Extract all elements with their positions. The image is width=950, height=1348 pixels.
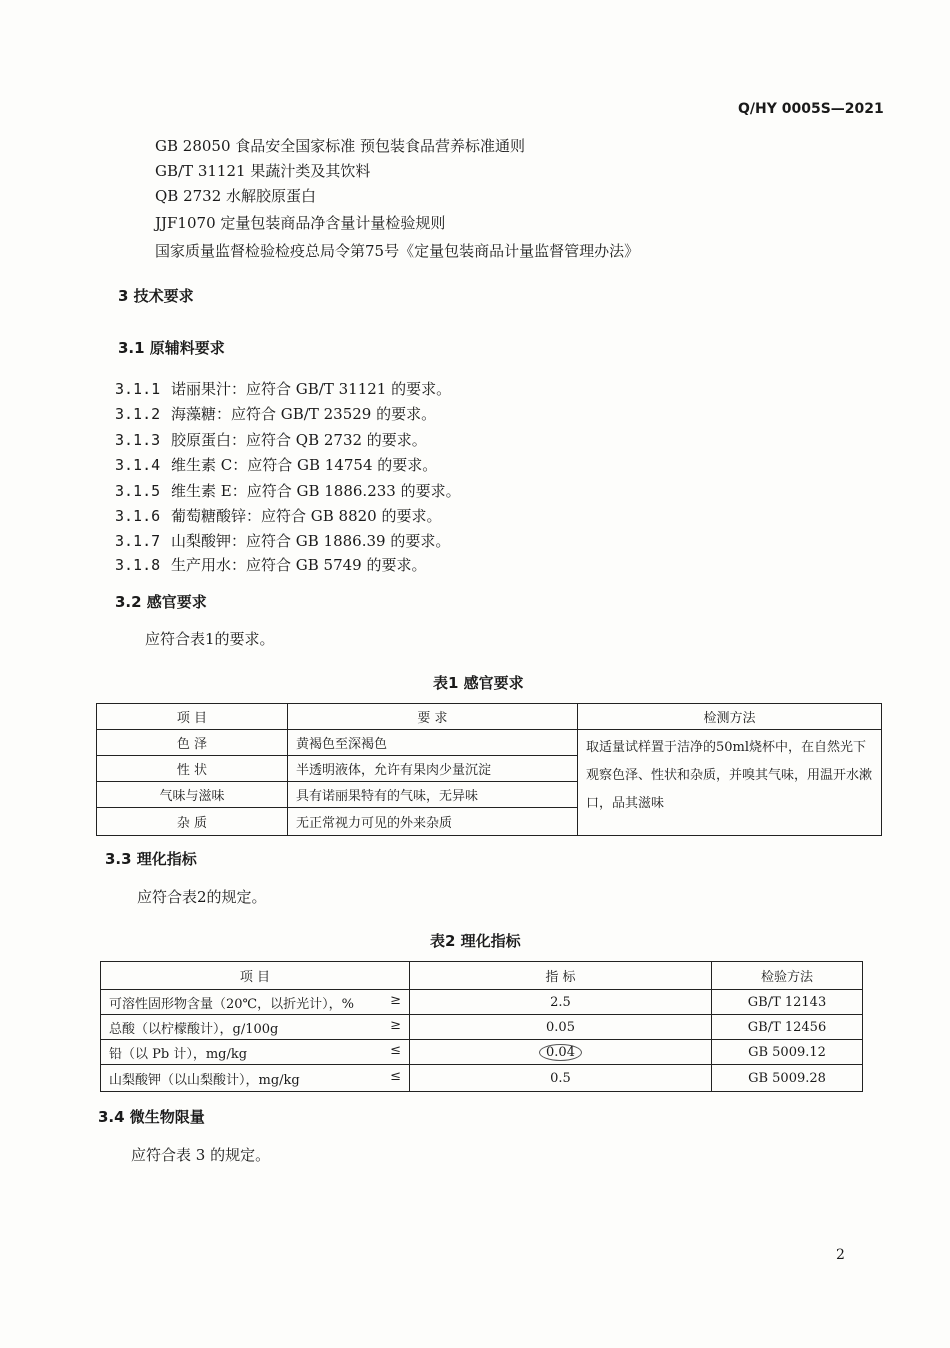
- table2-method: GB/T 12456: [712, 1015, 863, 1040]
- document-code: Q/HY 0005S—2021: [738, 101, 884, 117]
- clause-item: 3.1.8 生产用水：应符合 GB 5749 的要求。: [115, 556, 427, 574]
- clause-item: 3.1.1 诺丽果汁：应符合 GB/T 31121 的要求。: [115, 380, 452, 398]
- table1-item: 色 泽: [97, 730, 288, 756]
- table1-requirement: 具有诺丽果特有的气味，无异味: [288, 782, 578, 808]
- comparison-symbol: ≥: [390, 1017, 401, 1033]
- reference-line: GB 28050 食品安全国家标准 预包装食品营养标准通则: [155, 137, 526, 155]
- clause-item: 3.1.6 葡萄糖酸锌：应符合 GB 8820 的要求。: [115, 507, 442, 525]
- table2-item: 山梨酸钾（以山梨酸计），mg/kg ≤: [101, 1065, 410, 1092]
- table2-item: 可溶性固形物含量（20℃，以折光计），% ≥: [101, 990, 410, 1015]
- reference-line: GB/T 31121 果蔬汁类及其饮料: [155, 162, 371, 180]
- section-heading-3-1: 3.1 原辅料要求: [118, 339, 225, 357]
- section-heading-3-2: 3.2 感官要求: [115, 593, 207, 611]
- table1-item: 气味与滋味: [97, 782, 288, 808]
- section-3-4-body: 应符合表 3 的规定。: [131, 1146, 271, 1164]
- clause-item: 3.1.5 维生素 E：应符合 GB 1886.233 的要求。: [115, 482, 461, 500]
- comparison-symbol: ≤: [390, 1042, 401, 1058]
- clause-item: 3.1.2 海藻糖：应符合 GB/T 23529 的要求。: [115, 405, 437, 423]
- table2-item: 铅（以 Pb 计），mg/kg ≤: [101, 1040, 410, 1065]
- clause-item: 3.1.3 胶原蛋白：应符合 QB 2732 的要求。: [115, 431, 427, 449]
- reference-line: JJF1070 定量包装商品净含量计量检验规则: [155, 214, 446, 232]
- section-heading-3: 3 技术要求: [118, 287, 194, 305]
- table1-requirement: 半透明液体，允许有果肉少量沉淀: [288, 756, 578, 782]
- sensory-table: [96, 703, 882, 836]
- table1-item: 杂 质: [97, 808, 288, 836]
- comparison-symbol: ≥: [390, 992, 401, 1008]
- clause-item: 3.1.4 维生素 C：应符合 GB 14754 的要求。: [115, 456, 438, 474]
- table1-header-requirement: 要 求: [288, 704, 578, 730]
- reference-line: QB 2732 水解胶原蛋白: [155, 187, 317, 205]
- section-3-2-body: 应符合表1的要求。: [145, 630, 275, 648]
- table1-caption: 表1 感官要求: [433, 674, 524, 692]
- table1-header-method: 检测方法: [578, 704, 882, 730]
- table2-header-item: 项 目: [101, 962, 410, 990]
- table2-value: 2.5: [410, 990, 712, 1015]
- section-heading-3-3: 3.3 理化指标: [105, 850, 197, 868]
- table2-value: 0.05: [410, 1015, 712, 1040]
- table1-requirement: 黄褐色至深褐色: [288, 730, 578, 756]
- table2-value: 0.5: [410, 1065, 712, 1092]
- reference-line: 国家质量监督检验检疫总局令第75号《定量包装商品计量监督管理办法》: [155, 242, 640, 260]
- table2-header-method: 检验方法: [712, 962, 863, 990]
- comparison-symbol: ≤: [390, 1068, 401, 1084]
- table2-header-index: 指 标: [410, 962, 712, 990]
- physicochemical-table: [100, 961, 863, 1092]
- circled-value: 0.04: [539, 1044, 582, 1061]
- table1-requirement: 无正常视力可见的外来杂质: [288, 808, 578, 836]
- table2-caption: 表2 理化指标: [430, 932, 521, 950]
- table1-item: 性 状: [97, 756, 288, 782]
- table2-method: GB 5009.28: [712, 1065, 863, 1092]
- clause-item: 3.1.7 山梨酸钾：应符合 GB 1886.39 的要求。: [115, 532, 451, 550]
- table2-item: 总酸（以柠檬酸计），g/100g ≥: [101, 1015, 410, 1040]
- section-heading-3-4: 3.4 微生物限量: [98, 1108, 205, 1126]
- table2-method: GB 5009.12: [712, 1040, 863, 1065]
- section-3-3-body: 应符合表2的规定。: [137, 888, 267, 906]
- table1-header-item: 项 目: [97, 704, 288, 730]
- table2-method: GB/T 12143: [712, 990, 863, 1015]
- table1-method: 取适量试样置于洁净的50ml烧杯中，在自然光下观察色泽、性状和杂质，并嗅其气味，用温开水漱口，品其滋味: [578, 730, 882, 836]
- table2-value: [410, 1040, 712, 1065]
- page-number: 2: [836, 1247, 845, 1263]
